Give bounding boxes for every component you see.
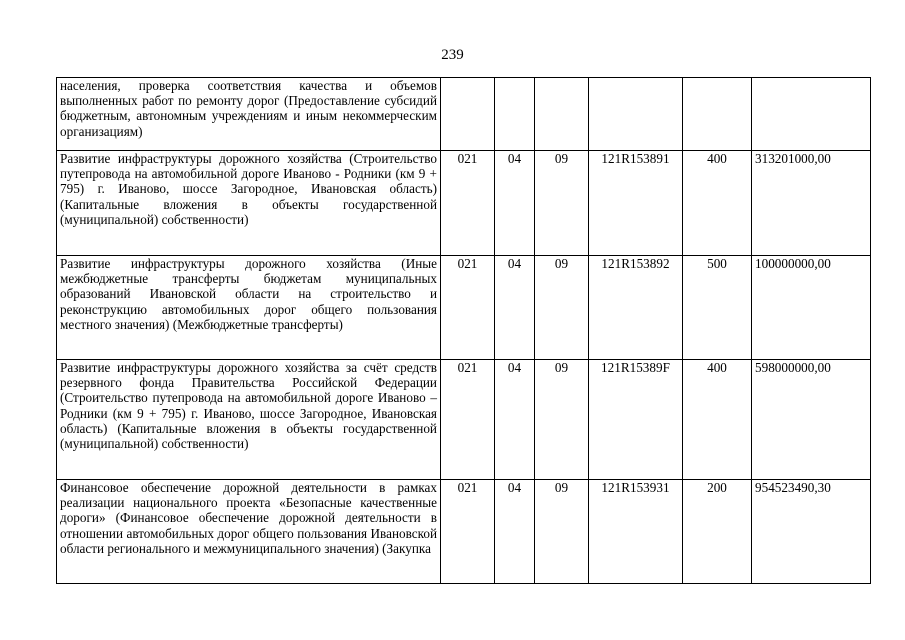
row-description: Развитие инфраструктуры дорожного хозяйства (Иные межбюджетные трансферты бюджетам муниципальных образований Ивановской области на строительство и реконструкцию автомобильных дорог общего пользования местного значения) (Межбюджетные трансферты) (57, 256, 441, 360)
row-description: Развитие инфраструктуры дорожного хозяйства за счёт средств резервного фонда Правительства Российской Федерации (Строительство путепровода на автомобильной дороге Иваново – Родники (км 9 + 795) г. Иваново, шоссе Загородное, Ивановская область) (Капитальные вложения в объекты государственной (муниципальной) собственности) (57, 360, 441, 480)
row-ministry-code: 021 (441, 256, 495, 360)
row-expense-type: 400 (683, 151, 752, 256)
row-amount: 100000000,00 (752, 256, 871, 360)
row-expense-type: 400 (683, 360, 752, 480)
row-section-code: 04 (495, 480, 535, 584)
row-section-code: 04 (495, 256, 535, 360)
row-subsection-code (535, 78, 589, 151)
table-row (57, 480, 871, 584)
row-subsection-code: 09 (535, 480, 589, 584)
table-row (57, 151, 871, 256)
row-description: Развитие инфраструктуры дорожного хозяйства (Строительство путепровода на автомобильной дороге Иваново - Родники (км 9 + 795) г. Иваново, шоссе Загородное, Ивановская область) (Капитальные вложения в объекты государственной (муниципальной) собственности) (57, 151, 441, 256)
row-amount: 313201000,00 (752, 151, 871, 256)
row-target-code: 121R15389F (589, 360, 683, 480)
table-row (57, 360, 871, 480)
row-ministry-code (441, 78, 495, 151)
table-row (57, 78, 871, 151)
row-section-code (495, 78, 535, 151)
row-amount (752, 78, 871, 151)
row-amount: 954523490,30 (752, 480, 871, 584)
table-row (57, 256, 871, 360)
row-subsection-code: 09 (535, 360, 589, 480)
row-ministry-code: 021 (441, 480, 495, 584)
row-target-code (589, 78, 683, 151)
row-ministry-code: 021 (441, 360, 495, 480)
budget-table (56, 77, 871, 584)
row-section-code: 04 (495, 360, 535, 480)
row-target-code: 121R153931 (589, 480, 683, 584)
row-section-code: 04 (495, 151, 535, 256)
row-target-code: 121R153891 (589, 151, 683, 256)
row-description: населения, проверка соответствия качества и объемов выполненных работ по ремонту дорог (Предоставление субсидий бюджетным, автономным учреждениям и иным некоммерческим организациям) (57, 78, 441, 151)
row-expense-type (683, 78, 752, 151)
row-ministry-code: 021 (441, 151, 495, 256)
row-description: Финансовое обеспечение дорожной деятельности в рамках реализации национального проекта «Безопасные качественные дороги» (Финансовое обеспечение дорожной деятельности в отношении автомобильных дорог общего пользования Ивановской области регионального и межмуниципального значения) (Закупка (57, 480, 441, 584)
row-amount: 598000000,00 (752, 360, 871, 480)
row-expense-type: 200 (683, 480, 752, 584)
row-target-code: 121R153892 (589, 256, 683, 360)
row-expense-type: 500 (683, 256, 752, 360)
row-subsection-code: 09 (535, 151, 589, 256)
row-subsection-code: 09 (535, 256, 589, 360)
page-number: 239 (441, 47, 464, 63)
